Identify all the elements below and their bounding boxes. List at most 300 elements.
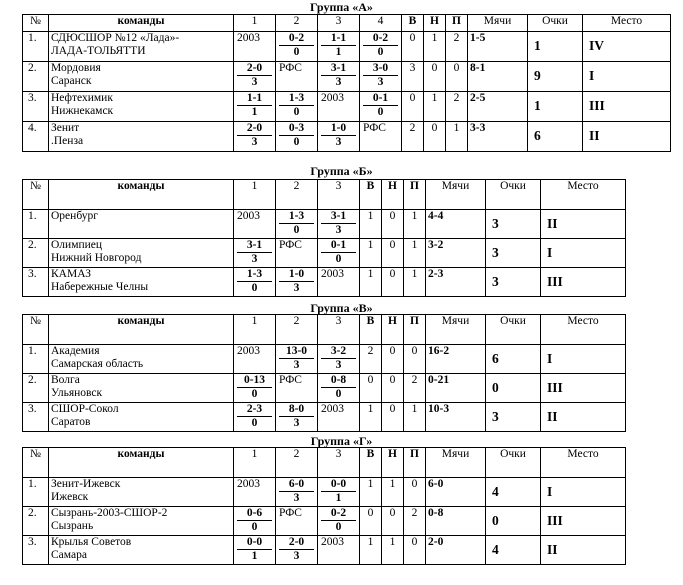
match-result: 0-2 [321, 507, 356, 521]
row-number: 1. [23, 478, 49, 507]
team-row [23, 32, 671, 62]
column-header: № [23, 315, 49, 345]
group-title: Группа «Г» [310, 434, 373, 448]
team-row [23, 239, 626, 268]
team-club: КАМАЗ [51, 268, 91, 280]
team-club: Крылья Советов [51, 536, 132, 548]
match-points: 0 [335, 252, 342, 265]
standings-table [22, 179, 626, 297]
team-name [49, 507, 234, 536]
wins: 0 [402, 92, 424, 122]
column-header: В [402, 15, 424, 32]
column-header: П [404, 315, 426, 345]
match-score [276, 122, 318, 152]
match-points: 1 [251, 549, 258, 562]
column-header: № [23, 180, 49, 210]
column-header: Место [541, 315, 626, 345]
match-points: 3 [335, 358, 342, 371]
match-points: 0 [293, 223, 300, 236]
wins: 1 [360, 239, 382, 268]
points: 0 [486, 507, 541, 536]
match-result: 2-3 [237, 403, 272, 417]
team-row [23, 507, 626, 536]
match-score [276, 92, 318, 122]
match-points: 0 [293, 45, 300, 58]
losses: 1 [446, 122, 468, 152]
team-row [23, 62, 671, 92]
wins: 1 [360, 403, 382, 432]
match-result: 1-0 [321, 122, 356, 136]
goals: 6-0 [426, 478, 486, 507]
match-points: 0 [251, 520, 258, 533]
team-club: Олимпиец [51, 239, 103, 251]
team-city: .Пенза [51, 134, 84, 147]
match-result: 1-3 [279, 92, 314, 106]
wins: 1 [360, 478, 382, 507]
match-cell-self: 2003 [318, 268, 360, 297]
place: III [541, 507, 626, 536]
match-cell-self: РФС [276, 239, 318, 268]
place: II [583, 122, 671, 152]
match-result: 3-0 [363, 62, 398, 76]
match-points: 0 [377, 105, 384, 118]
losses: 1 [404, 403, 426, 432]
place: I [541, 345, 626, 374]
team-row [23, 268, 626, 297]
match-points: 3 [377, 75, 384, 88]
team-name [49, 478, 234, 507]
row-number: 3. [23, 268, 49, 297]
team-name [49, 210, 234, 239]
match-points: 0 [293, 135, 300, 148]
match-score [234, 507, 276, 536]
column-header: команды [49, 180, 234, 210]
match-result: 3-1 [237, 239, 272, 253]
column-header: № [23, 15, 49, 32]
match-cell-self: РФС [276, 62, 318, 92]
row-number: 2. [23, 62, 49, 92]
match-result: 3-2 [321, 345, 356, 359]
match-score [318, 32, 360, 62]
goals: 16-2 [426, 345, 486, 374]
points: 1 [528, 32, 583, 62]
team-club: Оренбург [51, 210, 98, 222]
draws: 0 [382, 507, 404, 536]
draws: 1 [424, 92, 446, 122]
column-header: Н [382, 315, 404, 345]
losses: 2 [404, 507, 426, 536]
team-row [23, 210, 626, 239]
points: 6 [528, 122, 583, 152]
place: III [583, 92, 671, 122]
losses: 1 [404, 268, 426, 297]
wins: 3 [402, 62, 424, 92]
draws: 1 [424, 32, 446, 62]
goals: 8-1 [468, 62, 528, 92]
match-points: 0 [251, 387, 258, 400]
team-name [49, 32, 234, 62]
place: III [541, 268, 626, 297]
match-result: 3-1 [321, 62, 356, 76]
team-row [23, 374, 626, 403]
wins: 0 [402, 32, 424, 62]
place: IV [583, 32, 671, 62]
match-result: 2-0 [237, 62, 272, 76]
column-header: 4 [360, 15, 402, 32]
match-result: 0-2 [363, 32, 398, 46]
match-score [318, 239, 360, 268]
place: I [541, 478, 626, 507]
points: 4 [486, 478, 541, 507]
team-club: СШОР-Сокол [51, 403, 119, 415]
match-cell-self: РФС [276, 507, 318, 536]
match-cell-self: 2003 [318, 92, 360, 122]
points: 4 [486, 536, 541, 565]
match-score [318, 374, 360, 403]
column-header: 3 [318, 315, 360, 345]
team-name [49, 374, 234, 403]
match-cell-self: 2003 [234, 345, 276, 374]
team-city: Набережные Челны [51, 280, 149, 293]
match-score [360, 62, 402, 92]
match-score [360, 92, 402, 122]
match-points: 1 [335, 491, 342, 504]
team-club: СДЮСШОР №12 «Лада»- [51, 32, 180, 44]
column-header: команды [49, 15, 234, 32]
points: 3 [486, 403, 541, 432]
match-points: 3 [293, 358, 300, 371]
column-header: 2 [276, 180, 318, 210]
column-header: Мячи [468, 15, 528, 32]
match-result: 1-3 [237, 268, 272, 282]
column-header: 3 [318, 448, 360, 478]
match-cell-self: РФС [276, 374, 318, 403]
match-score [318, 345, 360, 374]
team-city: Ижевск [51, 490, 89, 503]
draws: 1 [382, 536, 404, 565]
group-title: Группа «Б» [310, 164, 373, 178]
points: 0 [486, 374, 541, 403]
match-result: 6-0 [279, 478, 314, 492]
match-points: 3 [293, 281, 300, 294]
place: III [541, 374, 626, 403]
goals: 2-5 [468, 92, 528, 122]
draws: 0 [424, 62, 446, 92]
match-score [276, 536, 318, 565]
team-club: Академия [51, 345, 100, 357]
team-club: Сызрань-2003-СШОР-2 [51, 507, 168, 519]
team-name [49, 62, 234, 92]
match-result: 2-0 [279, 536, 314, 550]
column-header: В [360, 180, 382, 210]
team-city: Саратов [51, 415, 91, 428]
column-header: 2 [276, 448, 318, 478]
match-cell-self: 2003 [234, 32, 276, 62]
team-name [49, 536, 234, 565]
header-row [23, 180, 626, 210]
header-row [23, 315, 626, 345]
match-score [234, 62, 276, 92]
match-points: 1 [335, 45, 342, 58]
match-score [276, 478, 318, 507]
place: II [541, 536, 626, 565]
group-title: Группа «В» [310, 301, 373, 315]
match-result: 0-1 [363, 92, 398, 106]
losses: 1 [404, 210, 426, 239]
losses: 0 [404, 345, 426, 374]
row-number: 2. [23, 239, 49, 268]
losses: 2 [446, 92, 468, 122]
match-result: 1-0 [279, 268, 314, 282]
team-row [23, 92, 671, 122]
goals: 4-4 [426, 210, 486, 239]
team-row [23, 478, 626, 507]
draws: 0 [424, 122, 446, 152]
match-points: 0 [251, 416, 258, 429]
match-points: 3 [251, 252, 258, 265]
team-row [23, 403, 626, 432]
row-number: 4. [23, 122, 49, 152]
match-points: 0 [335, 520, 342, 533]
column-header: П [446, 15, 468, 32]
goals: 0-21 [426, 374, 486, 403]
goals: 0-8 [426, 507, 486, 536]
row-number: 3. [23, 92, 49, 122]
wins: 1 [360, 268, 382, 297]
wins: 0 [360, 374, 382, 403]
team-city: Самарская область [51, 357, 144, 370]
match-points: 3 [293, 549, 300, 562]
match-result: 0-6 [237, 507, 272, 521]
column-header: № [23, 448, 49, 478]
match-result: 0-3 [279, 122, 314, 136]
match-score [276, 268, 318, 297]
match-points: 0 [251, 281, 258, 294]
match-score [276, 210, 318, 239]
match-score [234, 268, 276, 297]
team-row [23, 536, 626, 565]
column-header: П [404, 180, 426, 210]
losses: 2 [446, 32, 468, 62]
match-score [276, 32, 318, 62]
match-result: 1-3 [279, 210, 314, 224]
match-score [234, 536, 276, 565]
team-name [49, 239, 234, 268]
match-score [234, 239, 276, 268]
column-header: Место [541, 180, 626, 210]
row-number: 1. [23, 32, 49, 62]
column-header: В [360, 448, 382, 478]
place: II [541, 403, 626, 432]
team-city: Сызрань [51, 519, 94, 532]
team-club: Зенит-Ижевск [51, 478, 121, 490]
standings-table [22, 314, 626, 432]
match-result: 0-1 [321, 239, 356, 253]
team-club: Нефтехимик [51, 92, 113, 104]
goals: 3-2 [426, 239, 486, 268]
match-result: 8-0 [279, 403, 314, 417]
wins: 0 [360, 507, 382, 536]
row-number: 1. [23, 345, 49, 374]
match-score [234, 403, 276, 432]
match-result: 3-1 [321, 210, 356, 224]
header-row [23, 15, 671, 32]
wins: 1 [360, 536, 382, 565]
team-city: Саранск [51, 74, 92, 87]
column-header: Мячи [426, 315, 486, 345]
match-cell-self: РФС [360, 122, 402, 152]
match-result: 1-1 [321, 32, 356, 46]
column-header: 3 [318, 15, 360, 32]
team-club: Волга [51, 374, 80, 386]
group-title: Группа «А» [310, 0, 373, 14]
draws: 0 [382, 345, 404, 374]
losses: 2 [404, 374, 426, 403]
goals: 3-3 [468, 122, 528, 152]
draws: 0 [382, 374, 404, 403]
team-city: Нижний Новгород [51, 251, 142, 264]
match-points: 3 [335, 223, 342, 236]
match-score [234, 92, 276, 122]
draws: 0 [382, 239, 404, 268]
match-score [234, 122, 276, 152]
column-header: Н [424, 15, 446, 32]
column-header: Н [382, 448, 404, 478]
place: II [541, 210, 626, 239]
standings-table [22, 447, 626, 565]
match-cell-self: 2003 [234, 210, 276, 239]
team-city: Нижнекамск [51, 104, 114, 117]
losses: 1 [404, 239, 426, 268]
match-points: 0 [293, 105, 300, 118]
column-header: Место [541, 448, 626, 478]
match-score [276, 345, 318, 374]
column-header: Очки [486, 448, 541, 478]
draws: 1 [382, 478, 404, 507]
match-score [318, 210, 360, 239]
wins: 2 [360, 345, 382, 374]
match-result: 2-0 [237, 122, 272, 136]
match-result: 0-0 [237, 536, 272, 550]
losses: 0 [446, 62, 468, 92]
wins: 2 [402, 122, 424, 152]
draws: 0 [382, 403, 404, 432]
column-header: 1 [234, 15, 276, 32]
column-header: П [404, 448, 426, 478]
match-result: 0-8 [321, 374, 356, 388]
goals: 2-3 [426, 268, 486, 297]
match-score [318, 122, 360, 152]
team-name [49, 122, 234, 152]
column-header: Очки [486, 315, 541, 345]
column-header: 2 [276, 15, 318, 32]
wins: 1 [360, 210, 382, 239]
points: 6 [486, 345, 541, 374]
column-header: команды [49, 448, 234, 478]
match-result: 13-0 [279, 345, 314, 359]
column-header: команды [49, 315, 234, 345]
column-header: Очки [528, 15, 583, 32]
match-points: 1 [251, 105, 258, 118]
place: I [583, 62, 671, 92]
match-result: 1-1 [237, 92, 272, 106]
team-name [49, 345, 234, 374]
header-row [23, 448, 626, 478]
goals: 1-5 [468, 32, 528, 62]
match-points: 3 [335, 135, 342, 148]
team-row [23, 345, 626, 374]
goals: 2-0 [426, 536, 486, 565]
team-club: Мордовия [51, 62, 101, 74]
match-cell-self: 2003 [318, 403, 360, 432]
points: 3 [486, 210, 541, 239]
column-header: Очки [486, 180, 541, 210]
points: 3 [486, 239, 541, 268]
draws: 0 [382, 210, 404, 239]
column-header: 2 [276, 315, 318, 345]
column-header: В [360, 315, 382, 345]
match-result: 0-2 [279, 32, 314, 46]
match-score [318, 507, 360, 536]
team-name [49, 92, 234, 122]
column-header: Н [382, 180, 404, 210]
match-score [318, 62, 360, 92]
column-header: Мячи [426, 448, 486, 478]
team-city: Ульяновск [51, 386, 103, 399]
match-score [318, 478, 360, 507]
losses: 0 [404, 536, 426, 565]
team-name [49, 403, 234, 432]
column-header: 1 [234, 180, 276, 210]
goals: 10-3 [426, 403, 486, 432]
match-points: 3 [293, 491, 300, 504]
match-cell-self: 2003 [318, 536, 360, 565]
row-number: 2. [23, 374, 49, 403]
match-result: 0-0 [321, 478, 356, 492]
team-name [49, 268, 234, 297]
losses: 0 [404, 478, 426, 507]
match-points: 3 [251, 75, 258, 88]
match-result: 0-13 [237, 374, 272, 388]
points: 1 [528, 92, 583, 122]
column-header: 1 [234, 448, 276, 478]
match-points: 0 [335, 387, 342, 400]
column-header: 3 [318, 180, 360, 210]
place: I [541, 239, 626, 268]
row-number: 2. [23, 507, 49, 536]
team-city: ЛАДА-ТОЛЬЯТТИ [51, 44, 146, 57]
row-number: 3. [23, 403, 49, 432]
points: 3 [486, 268, 541, 297]
column-header: Мячи [426, 180, 486, 210]
match-points: 3 [251, 135, 258, 148]
team-club: Зенит [51, 122, 80, 134]
match-score [360, 32, 402, 62]
standings-table [22, 14, 671, 152]
row-number: 1. [23, 210, 49, 239]
row-number: 3. [23, 536, 49, 565]
match-points: 3 [335, 75, 342, 88]
points: 9 [528, 62, 583, 92]
match-score [234, 374, 276, 403]
draws: 0 [382, 268, 404, 297]
match-points: 3 [293, 416, 300, 429]
column-header: Место [583, 15, 671, 32]
match-cell-self: 2003 [234, 478, 276, 507]
team-row [23, 122, 671, 152]
match-score [276, 403, 318, 432]
team-city: Самара [51, 548, 87, 561]
